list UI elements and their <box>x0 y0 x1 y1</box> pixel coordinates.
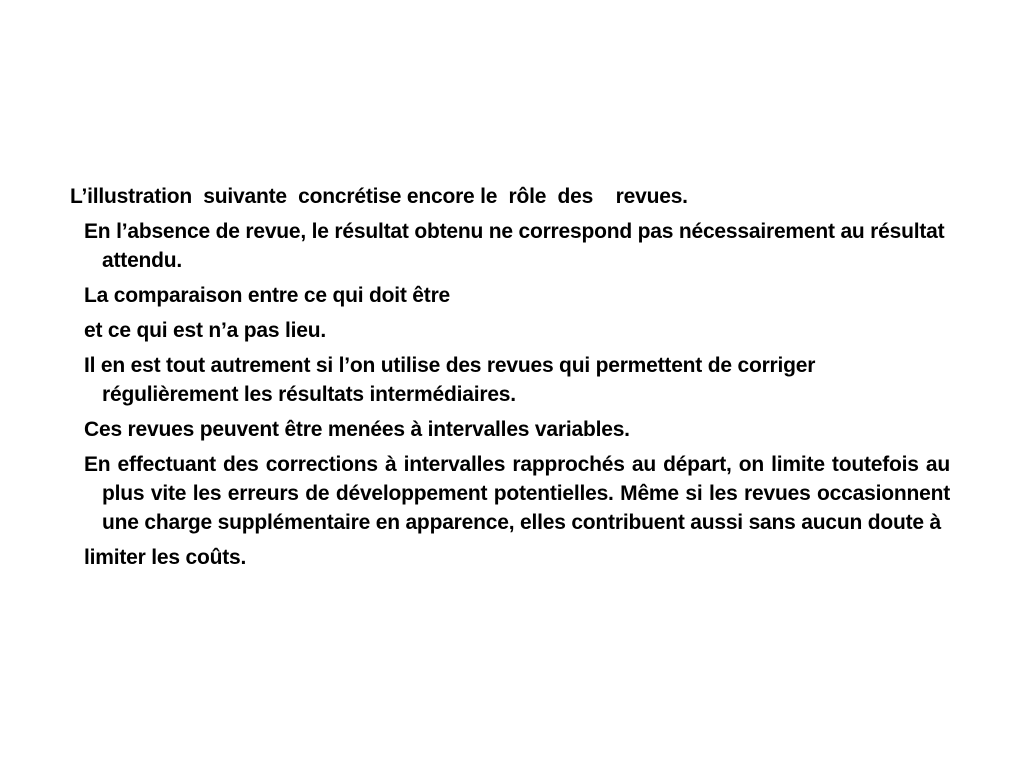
paragraph-comparaison: La comparaison entre ce qui doit être <box>84 284 451 307</box>
paragraph-corrections: En effectuant des corrections à intervalles rapprochés au départ, on limite toutefois au plus vite les erreurs de développement potentielles. Même si les revues occasionnent une charge supplémentaire en apparence, elles contribuent aussi sans aucun doute à <box>84 453 950 534</box>
paragraph-autrement: Il en est tout autrement si l’on utilise des revues qui permettent de corriger régulièrement les résultats intermédiaires. <box>84 354 816 406</box>
paragraph-limiter-couts: limiter les coûts. <box>84 546 247 569</box>
slide-text-body <box>70 182 950 578</box>
intro-line: L’illustration suivante concrétise encore le rôle des revues. <box>70 185 688 208</box>
paragraph-absence-de-revue: En l’absence de revue, le résultat obtenu ne correspond pas nécessairement au résultat attendu. <box>84 220 945 272</box>
paragraph-pas-lieu: et ce qui est n’a pas lieu. <box>84 319 327 342</box>
paragraph-intervalles-variables: Ces revues peuvent être menées à intervalles variables. <box>84 418 630 441</box>
